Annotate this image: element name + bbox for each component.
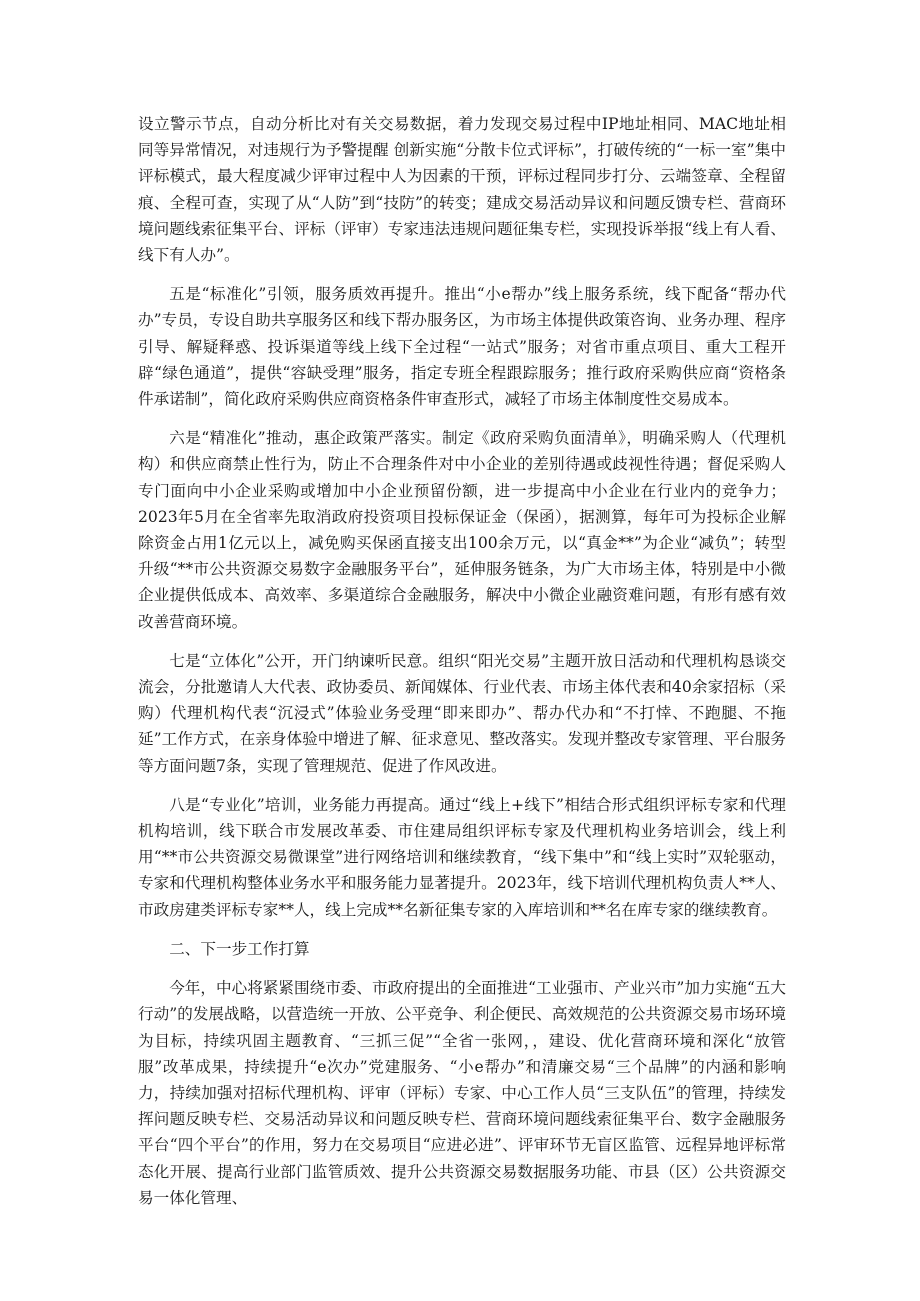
paragraph-standardization: 五是“标准化”引领，服务质效再提升。推出“小e帮办”线上服务系统，线下配备“帮办代办”专员，专设自助共享服务区和线下帮办服务区，为市场主体提供政策咨询、业务办理、程序引导、解疑释惑、投诉渠道等线上线下全过程“一站式”服务；对省市重点项目、重大工程开辟“绿色通道”，提供“容缺受理”服务，指定专班全程跟踪服务；推行政府采购供应商“资格条件承诺制”，简化政府采购供应商资格条件审查形式，减轻了市场主体制度性交易成本。 bbox=[138, 285, 786, 409]
paragraph-training: 八是“专业化”培训，业务能力再提高。通过“线上+线下”相结合形式组织评标专家和代理机构培训，线下联合市发展改革委、市住建局组织评标专家及代理机构业务培训会，线上利用“**市公共资源交易微课堂”进行网络培训和继续教育，“线下集中”和“线上实时”双轮驱动，专家和代理机构整体业务水平和服务能力显著提升。2023年，线下培训代理机构负责人**人、市政房建类评标专家**人，线上完成**名新征集专家的入库培训和**名在库专家的继续教育。 bbox=[138, 795, 786, 919]
section-heading-next-steps: 二、下一步工作打算 bbox=[169, 939, 310, 958]
paragraph-precision: 六是“精准化”推动，惠企政策严落实。制定《政府采购负面清单》，明确采购人（代理机构）和供应商禁止性行为，防止不合理条件对中小企业的差别待遇或歧视性待遇；督促采购人专门面向中小企业采购或增加中小企业预留份额，进一步提高中小企业在行业内的竞争力；2023年5月在全省率先取消政府投资项目投标保证金（保函），据测算，每年可为投标企业解除资金占用1亿元以上，减免购买保函直接支出100余万元，以“真金**”为企业“减负”；转型升级“**市公共资源交易数字金融服务平台”，延伸服务链条，为广大市场主体，特别是中小微企业提供低成本、高效率、多渠道综合金融服务，解决中小微企业融资难问题，有形有感有效改善营商环境。 bbox=[138, 429, 786, 631]
paragraph-openness: 七是“立体化”公开，开门纳谏听民意。组织“阳光交易”主题开放日活动和代理机构恳谈交流会，分批邀请人大代表、政协委员、新闻媒体、行业代表、市场主体代表和40余家招标（采购）代理机构代表“沉浸式”体验业务受理“即来即办”、帮办代办和“不打悻、不跑腿、不拖延”工作方式，在亲身体验中增进了解、征求意见、整改落实。发现并整改专家管理、平台服务等方面问题7条，实现了管理规范、促进了作风改进。 bbox=[138, 651, 786, 775]
paragraph-continuation: 设立警示节点，自动分析比对有关交易数据，着力发现交易过程中IP地址相同、MAC地址相同等异常情况，对违规行为予警提醒 创新实施“分散卡位式评标”，打破传统的“一标一室”集中评标模式，最大程度减少评审过程中人为因素的干预，评标过程同步打分、云端签章、全程留痕、全程可查，实现了从“人防”到“技防”的转变；建成交易活动异议和问题反馈专栏、营商环境问题线索征集平台、评标（评审）专家违法违规问题征集专栏，实现投诉举报“线上有人看、线下有人办”。 bbox=[138, 115, 786, 265]
document-page bbox=[138, 111, 786, 1224]
paragraph-next-steps: 今年，中心将紧紧围绕市委、市政府提出的全面推进“工业强市、产业兴市”加力实施“五大行动”的发展战略，以营造统一开放、公平竞争、利企便民、高效规范的公共资源交易市场环境为目标，持续巩固主题教育、“三抓三促”“全省一张网，，建设、优化营商环境和深化“放管服”改革成果，持续提升“e次办”党建服务、“小e帮办”和清廉交易“三个品牌”的内涵和影响力，持续加强对招标代理机构、评审（评标）专家、中心工作人员“三支队伍”的管理，持续发挥问题反映专栏、交易活动异议和问题反映专栏、营商环境问题线索征集平台、数字金融服务平台“四个平台”的作用，努力在交易项目“应进必进”、评审环节无盲区监管、远程异地评标常态化开展、提高行业部门监管质效、提升公共资源交易数据服务功能、市县（区）公共资源交易一体化管理、 bbox=[138, 979, 786, 1207]
